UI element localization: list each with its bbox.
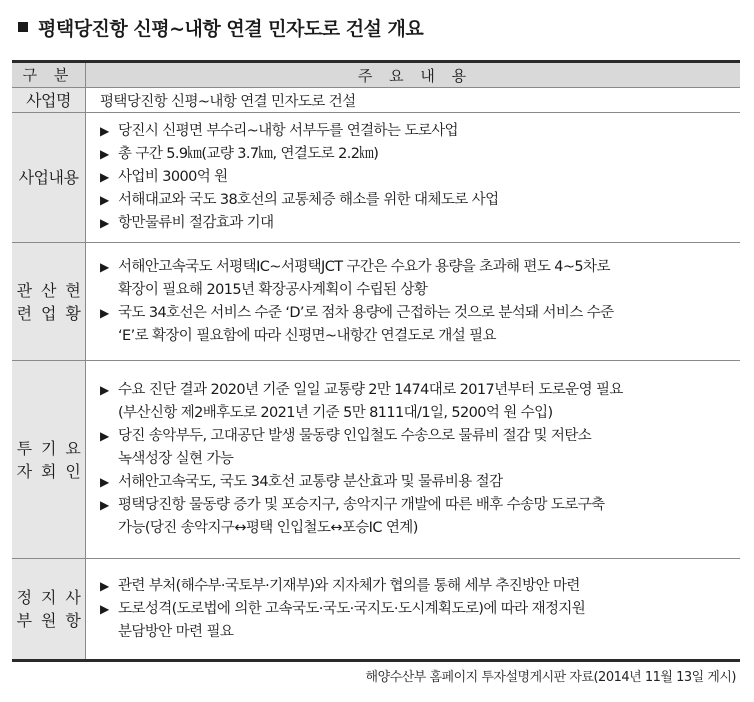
item-text-line: 서해안고속국도, 국도 34호선 교통량 분산효과 및 물류비용 절감	[118, 474, 503, 490]
row-content	[86, 243, 740, 360]
triangle-bullet-icon: ▶	[100, 601, 109, 616]
item-text-line: 항만물류비 절감효과 기대	[118, 215, 274, 231]
list-item	[100, 189, 730, 212]
list-item	[100, 256, 730, 302]
triangle-bullet-icon: ▶	[100, 147, 109, 161]
item-text-line: 가능(당진 송악지구↔평택 인입철도↔포승IC 연계)	[118, 520, 418, 536]
table-header-row	[12, 63, 740, 88]
category-line: 내용	[48, 168, 79, 187]
item-text-line: 서해안고속국도 서평택IC~서평택JCT 구간은 수요가 용량을 초과해 편도 4~5차로	[118, 258, 610, 275]
header-content: 주 요 내 용	[86, 63, 740, 87]
category-line: 기회	[41, 438, 56, 481]
triangle-bullet-icon: ▶	[100, 429, 109, 443]
row-category	[12, 559, 86, 659]
list-item	[100, 598, 730, 644]
category-line: 지원	[41, 588, 56, 630]
list-item	[100, 471, 730, 494]
category-line: 사업명	[26, 90, 71, 110]
row-project-name	[12, 88, 740, 113]
list-item	[100, 302, 730, 348]
square-bullet-icon	[18, 22, 28, 32]
header-category: 구 분	[12, 63, 86, 87]
triangle-bullet-icon: ▶	[100, 124, 109, 138]
list-item	[100, 425, 730, 471]
item-text-line: 당진시 신평면 부수리~내항 서부두를 연결하는 도로사업	[118, 123, 458, 139]
triangle-bullet-icon: ▶	[100, 578, 109, 593]
category-line: 요인	[65, 438, 81, 481]
row-content	[86, 559, 740, 659]
list-item	[100, 143, 730, 166]
row-content	[86, 113, 740, 242]
category-line: 투자	[16, 438, 32, 481]
row-category	[12, 113, 86, 242]
triangle-bullet-icon: ▶	[100, 216, 109, 230]
item-text-line: (부산신항 제2배후도로 2021년 기준 5만 8111대/1일, 5200억 원 수입)	[118, 405, 553, 421]
category-line: 현황	[65, 280, 81, 323]
row-category	[12, 361, 86, 558]
triangle-bullet-icon: ▶	[100, 305, 109, 320]
item-text-line: ‘E’로 확장이 필요함에 따라 신평면~내항간 연결도로 개설 필요	[118, 327, 496, 344]
category-line: 산업	[41, 280, 56, 323]
item-text-line: 당진 송악부두, 고대공단 발생 물동량 인입철도 수송으로 물류비 절감 및 저탄소	[118, 428, 592, 444]
item-text-line: 사업비 3000억 원	[118, 169, 228, 185]
triangle-bullet-icon: ▶	[100, 498, 109, 512]
row-project-content	[12, 113, 740, 243]
triangle-bullet-icon: ▶	[100, 193, 109, 207]
list-item	[100, 212, 730, 235]
category-line: 관련	[16, 280, 32, 323]
list-item	[100, 575, 730, 598]
category-line: 정부	[16, 588, 32, 630]
triangle-bullet-icon: ▶	[100, 170, 109, 184]
item-text-line: 확장이 필요해 2015년 확장공사계획이 수립된 상황	[118, 281, 428, 298]
item-text-line: 서해대교와 국도 38호선의 교통체증 해소를 위한 대체도로 사업	[118, 192, 499, 208]
triangle-bullet-icon: ▶	[100, 259, 109, 274]
item-text-line: 총 구간 5.9㎞(교량 3.7㎞, 연결도로 2.2㎞)	[118, 146, 379, 162]
category-line: 사업	[18, 168, 49, 187]
page-title: 평택당진항 신평~내항 연결 민자도로 건설 개요	[38, 17, 424, 40]
overview-table	[12, 60, 740, 662]
item-text-line: 관련 부처(해수부·국토부·기재부)와 지자체가 협의를 통해 세부 추진방안 마련	[118, 577, 580, 594]
page-title-row	[18, 12, 423, 42]
item-text-line: 국도 34호선은 서비스 수준 ‘D’로 점차 용량에 근접하는 것으로 분석돼 서비스 수준	[118, 304, 614, 321]
list-item	[100, 120, 730, 143]
item-text-line: 녹색성장 실현 가능	[118, 451, 234, 467]
list-item	[100, 494, 730, 540]
row-category	[12, 243, 86, 360]
list-item	[100, 166, 730, 189]
item-text-line: 평택당진항 물동량 증가 및 포승지구, 송악지구 개발에 따른 배후 수송망 도로구축	[118, 497, 605, 513]
row-category	[12, 88, 86, 112]
row-government-support	[12, 559, 740, 659]
item-text-line: 도로성격(도로법에 의한 고속국도·국도·국지도·도시계획도로)에 따라 재정지원	[118, 600, 586, 617]
source-note: 해양수산부 홈페이지 투자설명게시판 자료(2014년 11월 13일 게시)	[365, 670, 736, 685]
content-text: 평택당진항 신평~내항 연결 민자도로 건설	[100, 93, 356, 110]
item-text-line: 분담방안 마련 필요	[118, 623, 234, 640]
triangle-bullet-icon: ▶	[100, 475, 109, 489]
row-investment-factors	[12, 361, 740, 559]
item-text-line: 수요 진단 결과 2020년 기준 일일 교통량 2만 1474대로 2017년부터 도로운영 필요	[118, 382, 623, 398]
triangle-bullet-icon: ▶	[100, 383, 109, 397]
category-line: 사항	[65, 588, 81, 630]
list-item	[100, 379, 730, 425]
row-content	[86, 361, 740, 558]
row-content	[86, 88, 740, 112]
row-industry-status	[12, 243, 740, 361]
